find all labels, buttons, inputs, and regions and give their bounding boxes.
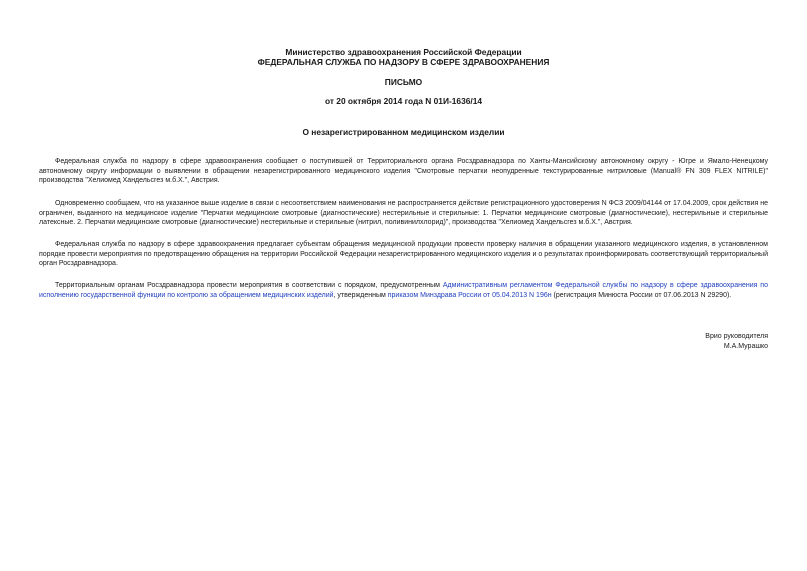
- document-type: ПИСЬМО: [384, 77, 423, 87]
- service-name: ФЕДЕРАЛЬНАЯ СЛУЖБА ПО НАДЗОРУ В СФЕРЕ ЗДРАВООХРАНЕНИЯ: [257, 57, 550, 67]
- regulation-link[interactable]: Административным регламентом Федеральной службы по надзору в сфере здравоохранения по исполнению государственной функции по контролю за обращением медицинских изделий: [39, 282, 768, 299]
- signature-name: М.А.Мурашко: [723, 343, 768, 350]
- paragraph-3: Федеральная служба по надзору в сфере здравоохранения предлагает субъектам обращения медицинской продукции провести проверку наличия в обращении указанного медицинского изделия, в установленном порядке провести мероприятия по предотвращению обращения на территории Российской Федерации незарегистрированного медицинского изделия и о результатах проинформировать соответствующий территориальный орган Росздравнадзора.: [39, 241, 768, 268]
- paragraph-4-text-1: Территориальным органам Росздравнадзора провести мероприятия в соответствии с порядком, предусмотренным: [55, 282, 443, 289]
- paragraph-4: [39, 281, 768, 300]
- ministry-name: Министерство здравоохранения Российской Федерации: [285, 47, 522, 57]
- signature-role: Врио руководителя: [705, 333, 768, 340]
- paragraph-1: Федеральная служба по надзору в сфере здравоохранения сообщает о поступившей от Территориального органа Росздравнадзора по Ханты-Мансийскому автономному округу - Югре и Ямало-Ненецкому автономному округу информации о выявлении в обращении незарегистрированного медицинского изделия "Смотровые перчатки неопудренные текстурированные нитриловые (Manual® FN 309 FLEX NITRILE)" производства "Хелиомед Хандельсгез м.б.Х.", Австрия.: [39, 158, 768, 185]
- order-link[interactable]: приказом Минздрава России от 05.04.2013 N 196н: [387, 291, 552, 299]
- paragraph-4-text-2: , утвержденным: [333, 291, 388, 299]
- paragraph-2: Одновременно сообщаем, что на указанное выше изделие в связи с несоответствием наименования не распространяется действие регистрационного удостоверения N ФСЗ 2009/04144 от 17.04.2009, срок действия не ограничен, выданного на медицинское изделие "Перчатки медицинские смотровые (диагностические) нестерильные и стерильные: 1. Перчатки медицинские смотровые (диагностические), нестерильные и стерильные латексные. 2. Перчатки медицинские смотровые (диагностические) нестерильные и стерильные (нитрил, поливинилхлорид)", производства "Хелиомед Хандельсгез м.б.Х.", Австрия.: [39, 200, 768, 227]
- paragraph-4-text-3: (регистрация Минюста России от 07.06.2013 N 29290).: [551, 291, 732, 299]
- document-date-number: от 20 октября 2014 года N 01И-1636/14: [324, 96, 483, 106]
- document-subject: О незарегистрированном медицинском изделии: [302, 127, 505, 137]
